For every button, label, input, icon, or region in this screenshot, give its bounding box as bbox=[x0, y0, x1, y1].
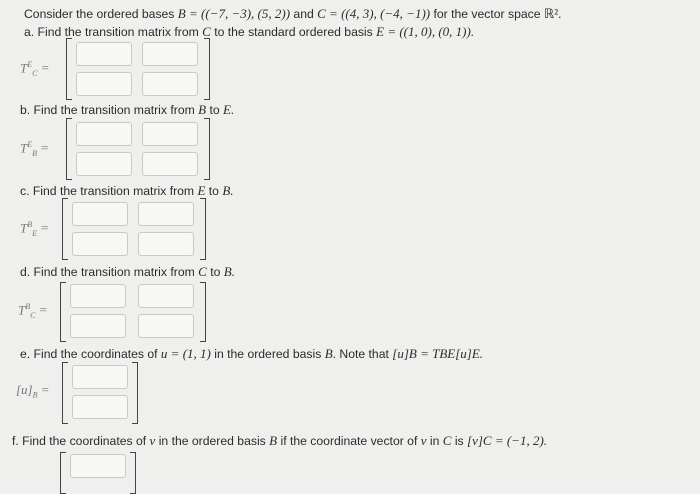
question-c-var1: E bbox=[197, 183, 206, 198]
matrix-d-cell-21[interactable] bbox=[70, 314, 126, 338]
label-main: T bbox=[20, 60, 28, 76]
matrix-c-cell-22[interactable] bbox=[138, 232, 194, 256]
basis-b-expression: B = ((−7, −3), (5, 2)) bbox=[177, 6, 291, 21]
question-f-var4: C bbox=[442, 433, 452, 448]
vector-e-cell-2[interactable] bbox=[72, 395, 128, 419]
right-bracket bbox=[130, 452, 136, 494]
question-a-text: a. Find the transition matrix from bbox=[24, 25, 203, 39]
left-bracket bbox=[66, 118, 72, 180]
question-c-text2: to bbox=[205, 184, 223, 198]
right-bracket bbox=[200, 198, 206, 260]
question-d-text2: to bbox=[206, 265, 224, 279]
matrix-a-cell-21[interactable] bbox=[76, 72, 132, 96]
matrix-c-cell-12[interactable] bbox=[138, 202, 194, 226]
question-e bbox=[20, 346, 483, 362]
question-f-text4: in bbox=[426, 434, 443, 448]
label-sup: E bbox=[27, 140, 33, 149]
label-main: T bbox=[20, 220, 28, 236]
vector-e-label bbox=[16, 382, 49, 400]
question-f-var2: B bbox=[269, 433, 278, 448]
matrix-c-label bbox=[20, 220, 48, 238]
basis-c-expression: C = ((4, 3), (−4, −1)) bbox=[317, 6, 431, 21]
matrix-b-label bbox=[20, 140, 48, 158]
label-sup: E bbox=[27, 60, 33, 69]
question-f-text3: if the coordinate vector of bbox=[277, 434, 421, 448]
question-d-text: d. Find the transition matrix from bbox=[20, 265, 199, 279]
intro-and: and bbox=[290, 7, 318, 21]
label-sub: B bbox=[32, 148, 38, 158]
question-f-text2: in the ordered basis bbox=[155, 434, 270, 448]
question-b-var1: B bbox=[198, 102, 207, 117]
question-d-var2: B. bbox=[223, 264, 235, 279]
equals-sign: = bbox=[41, 60, 49, 76]
equals-sign: = bbox=[39, 302, 47, 318]
equals-sign: = bbox=[41, 220, 49, 236]
label-sub: C bbox=[32, 68, 38, 78]
question-a-text2: to the standard ordered basis bbox=[210, 25, 377, 39]
question-d-var1: C bbox=[198, 264, 207, 279]
matrix-a-label bbox=[20, 60, 49, 78]
left-bracket bbox=[60, 282, 66, 342]
label-sup: B bbox=[25, 302, 31, 311]
matrix-d-cell-12[interactable] bbox=[138, 284, 194, 308]
label-main: T bbox=[18, 302, 26, 318]
question-a-var1: C bbox=[202, 24, 211, 39]
question-e-text2: in the ordered basis bbox=[210, 347, 325, 361]
left-bracket bbox=[62, 362, 68, 424]
matrix-b-cell-21[interactable] bbox=[76, 152, 132, 176]
question-e-var1: u = (1, 1) bbox=[160, 346, 211, 361]
right-bracket bbox=[132, 362, 138, 424]
right-bracket bbox=[204, 118, 210, 180]
left-bracket bbox=[66, 38, 72, 100]
question-b bbox=[20, 102, 234, 118]
question-f-var3: v bbox=[420, 433, 427, 448]
problem-intro bbox=[24, 6, 561, 22]
question-f-text: f. Find the coordinates of bbox=[12, 434, 150, 448]
matrix-b-cell-22[interactable] bbox=[142, 152, 198, 176]
question-a bbox=[24, 24, 474, 40]
matrix-d-label bbox=[18, 302, 47, 320]
matrix-b-cell-11[interactable] bbox=[76, 122, 132, 146]
question-b-text: b. Find the transition matrix from bbox=[20, 103, 199, 117]
question-a-var2: E = ((1, 0), (0, 1)). bbox=[376, 24, 475, 39]
question-f-var5: [v]C = (−1, 2). bbox=[467, 433, 548, 448]
question-e-formula: [u]B = TBE[u]E. bbox=[392, 346, 484, 361]
question-f-text5: is bbox=[451, 434, 468, 448]
vector-e-cell-1[interactable] bbox=[72, 365, 128, 389]
label-sub: B bbox=[32, 390, 38, 400]
matrix-a-cell-11[interactable] bbox=[76, 42, 132, 66]
question-b-var2: E. bbox=[223, 102, 235, 117]
left-bracket bbox=[60, 452, 66, 494]
matrix-d-cell-11[interactable] bbox=[70, 284, 126, 308]
question-e-text: e. Find the coordinates of bbox=[20, 347, 161, 361]
matrix-a-cell-22[interactable] bbox=[142, 72, 198, 96]
equals-sign: = bbox=[41, 140, 49, 156]
label-main: [u] bbox=[16, 382, 33, 397]
label-sub: E bbox=[32, 228, 38, 238]
question-c-var2: B. bbox=[222, 183, 234, 198]
question-d bbox=[20, 264, 235, 280]
right-bracket bbox=[204, 38, 210, 100]
matrix-c-cell-21[interactable] bbox=[72, 232, 128, 256]
label-sub: C bbox=[30, 310, 36, 320]
label-main: T bbox=[20, 140, 28, 156]
left-bracket bbox=[62, 198, 68, 260]
intro-text: Consider the ordered bases bbox=[24, 7, 178, 21]
intro-suffix: for the vector space bbox=[430, 7, 544, 21]
equals-sign: = bbox=[41, 382, 49, 397]
vector-space: ℝ². bbox=[543, 6, 562, 21]
matrix-d-cell-22[interactable] bbox=[138, 314, 194, 338]
label-sup: B bbox=[27, 220, 33, 229]
question-f bbox=[12, 433, 547, 449]
matrix-b-cell-12[interactable] bbox=[142, 122, 198, 146]
question-b-text2: to bbox=[206, 103, 224, 117]
question-c bbox=[20, 183, 234, 199]
vector-f-cell-1[interactable] bbox=[70, 454, 126, 478]
right-bracket bbox=[200, 282, 206, 342]
question-e-text3: . Note that bbox=[332, 347, 393, 361]
matrix-c-cell-11[interactable] bbox=[72, 202, 128, 226]
question-f-var1: v bbox=[149, 433, 156, 448]
question-e-var2: B bbox=[324, 346, 333, 361]
matrix-a-cell-12[interactable] bbox=[142, 42, 198, 66]
question-c-text: c. Find the transition matrix from bbox=[20, 184, 198, 198]
